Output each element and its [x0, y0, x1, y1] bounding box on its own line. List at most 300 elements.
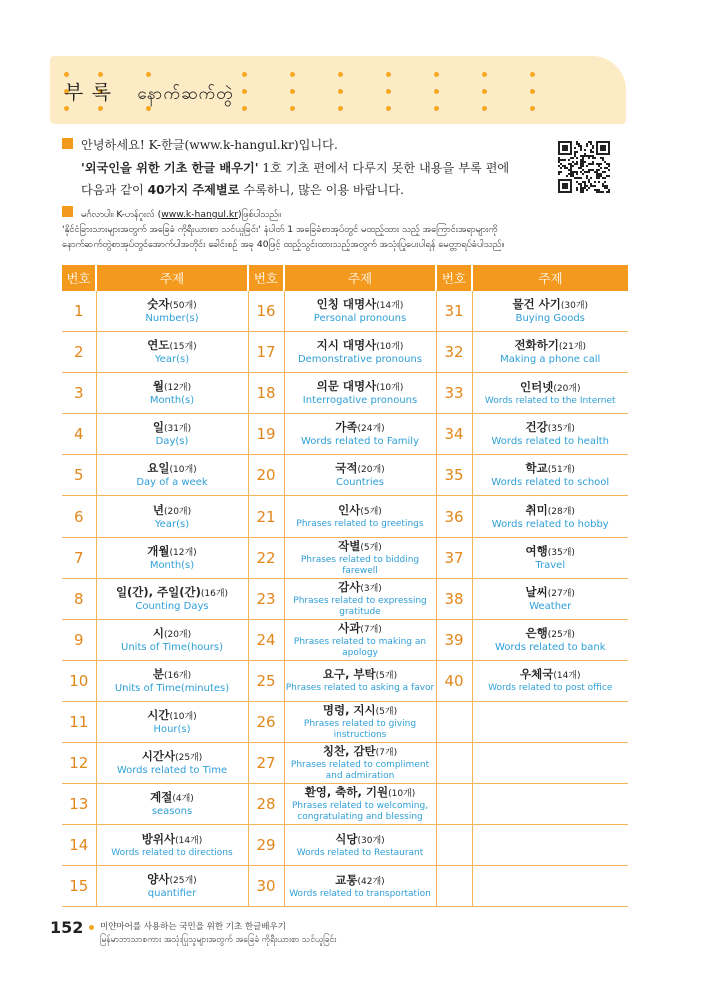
table-row [62, 743, 628, 784]
topic-english: Phrases related to compliment and admiration [290, 760, 430, 782]
topic-count: (16개) [163, 670, 192, 681]
qr-code-icon[interactable] [558, 141, 610, 193]
website-link[interactable]: www.k-hangul.kr [161, 209, 239, 220]
decorative-dot [434, 89, 439, 94]
topic-cell [284, 455, 436, 496]
topic-korean-word: 시 [152, 625, 164, 640]
topic-korean [473, 503, 629, 519]
topic-cell [96, 784, 248, 825]
topic-korean [473, 667, 629, 683]
topic-english: Month(s) [149, 559, 195, 571]
topic-number: 32 [436, 332, 472, 373]
topic-cell [472, 743, 628, 784]
topic-korean [97, 461, 248, 477]
topic-number: 8 [62, 578, 96, 619]
topic-cell [284, 373, 436, 414]
topic-english: Words related to health [491, 436, 609, 448]
topic-number: 22 [248, 537, 284, 578]
topic-cell [284, 537, 436, 578]
topic-cell [96, 373, 248, 414]
topic-cell [96, 578, 248, 619]
topic-korean-word: 환영, 축하, 기원 [304, 785, 389, 800]
topic-count: (28개) [547, 506, 575, 517]
decorative-dot [242, 72, 247, 77]
topic-korean [285, 785, 436, 801]
decorative-dot [386, 106, 391, 111]
topic-korean-word: 숫자 [147, 297, 170, 312]
topic-english: Units of Time(hours) [121, 641, 223, 653]
topic-korean [97, 544, 248, 560]
topic-korean [473, 544, 629, 560]
topic-korean [97, 667, 248, 683]
topic-korean [285, 621, 436, 637]
table-row [62, 619, 628, 660]
topic-english: Phrases related to greetings [296, 519, 424, 530]
topic-cell [96, 619, 248, 660]
topic-number: 30 [248, 866, 284, 907]
topic-english: Words related to school [491, 477, 610, 489]
topic-cell [284, 866, 436, 907]
topic-cell [96, 743, 248, 784]
topic-count: (14개) [376, 301, 404, 312]
topic-number: 11 [62, 701, 96, 742]
topic-korean-word: 지시 대명사 [316, 338, 377, 353]
decorative-dot [434, 72, 439, 77]
topic-korean-word: 칭찬, 감탄 [322, 744, 376, 759]
topic-korean-word: 시간 [147, 707, 170, 722]
topic-number: 27 [248, 743, 284, 784]
topic-number [436, 866, 472, 907]
topic-count: (5개) [360, 507, 382, 518]
topic-korean-word: 계절 [150, 790, 173, 805]
topic-english: Phrases related to expressing gratitude [293, 595, 427, 617]
topic-korean [285, 539, 436, 555]
topic-cell [284, 414, 436, 455]
topic-count: (25개) [547, 629, 575, 640]
topic-korean [285, 667, 436, 683]
topic-number: 3 [62, 373, 96, 414]
topic-count: (42개) [357, 876, 385, 887]
topic-korean-word: 취미 [525, 502, 548, 517]
topic-korean-word: 분 [152, 666, 164, 681]
topic-korean [285, 338, 436, 354]
topic-number: 9 [62, 619, 96, 660]
topic-english: Number(s) [145, 313, 199, 325]
topic-count: (7개) [360, 624, 382, 635]
topic-korean-word: 개월 [147, 543, 170, 558]
topic-cell [284, 660, 436, 701]
topic-english: Words related to bank [495, 641, 606, 653]
topic-english: Year(s) [154, 354, 190, 366]
header-number: 번호 [62, 265, 96, 291]
topic-cell [472, 291, 628, 332]
topic-korean-word: 년 [152, 502, 164, 517]
topic-count: (5개) [360, 542, 382, 553]
topic-korean [285, 580, 436, 596]
topic-english: Words related to hobby [491, 518, 609, 530]
decorative-dot [530, 72, 535, 77]
topic-count: (20개) [163, 506, 192, 517]
topic-number: 36 [436, 496, 472, 537]
topic-korean-word: 요일 [147, 461, 170, 476]
header-topic: 주제 [284, 265, 436, 291]
topic-korean [97, 708, 248, 724]
topic-korean [97, 790, 248, 806]
topic-korean-word: 일 [152, 420, 164, 435]
topic-korean [97, 338, 248, 354]
topic-count: (51개) [547, 465, 575, 476]
topic-count: (25개) [175, 753, 203, 764]
topic-count: (24개) [357, 424, 385, 435]
topic-korean [285, 873, 436, 889]
topic-korean [285, 832, 436, 848]
topic-korean [285, 703, 436, 719]
topic-korean [473, 461, 629, 477]
header-number: 번호 [436, 265, 472, 291]
topic-korean [97, 832, 248, 848]
table-row [62, 866, 628, 907]
topic-count: (27개) [547, 588, 575, 599]
topic-cell [472, 455, 628, 496]
topic-number: 25 [248, 660, 284, 701]
decorative-dot [290, 89, 295, 94]
table-row [62, 784, 628, 825]
topic-count: (30개) [560, 301, 589, 312]
topic-korean [473, 585, 629, 601]
intro-burmese [62, 206, 642, 252]
page-number: 152 [50, 918, 84, 937]
topic-cell [284, 701, 436, 742]
topic-cell [284, 496, 436, 537]
topic-cell [96, 455, 248, 496]
topic-english: Words related to directions [111, 847, 233, 858]
topic-number: 23 [248, 578, 284, 619]
topic-cell [284, 619, 436, 660]
topic-number: 21 [248, 496, 284, 537]
topic-english: Travel [535, 559, 566, 571]
topic-cell [96, 496, 248, 537]
topic-count: (12개) [163, 383, 192, 394]
topic-cell [472, 619, 628, 660]
topic-english: Phrases related to bidding farewell [300, 554, 420, 576]
intro-my-line2: 'နိုင်ငံခြားသားများအတွက် အခြေခံ ကိုရီးယားစာ သင်ယူခြင်း' နံပါတ် 1 အခြေခံစာအုပ်တွင် မထည့်ထား သည့် အကြောင်းအရာများကို [62, 224, 498, 235]
topic-english: Year(s) [154, 518, 190, 530]
topic-korean-word: 날씨 [525, 584, 548, 599]
intro-my-line3: နောက်ဆက်တွဲစာအုပ်တွင်အောက်ပါအတိုင်း ခေါင်းစဉ် အခု 40ဖြင့် ထည့်သွင်းထားသည့်အတွက် အသုံးပြုပေးပါရန် မေတ္တာရပ်ခံပါသည်။ [62, 239, 505, 250]
topic-number [436, 701, 472, 742]
topic-number: 39 [436, 619, 472, 660]
topic-korean [473, 420, 629, 436]
table-row [62, 825, 628, 866]
topic-count: (5개) [375, 706, 398, 717]
topic-english: Phrases related to giving instructions [303, 718, 417, 740]
topic-korean [473, 338, 629, 354]
table-row [62, 332, 628, 373]
topic-english: Phrases related to making an apology [293, 636, 427, 658]
topic-korean [97, 626, 248, 642]
topic-korean-word: 작별 [338, 538, 361, 553]
table-row [62, 414, 628, 455]
topic-count: (3개) [360, 583, 382, 594]
topic-korean-word: 가족 [335, 420, 358, 435]
table-row [62, 701, 628, 742]
topic-number: 15 [62, 866, 96, 907]
topic-count: (14개) [175, 835, 203, 846]
header-topic: 주제 [96, 265, 248, 291]
topic-korean-word: 인사 [338, 503, 361, 518]
decorative-dot [530, 106, 535, 111]
topic-count: (16개) [200, 588, 229, 599]
topic-count: (10개) [169, 711, 197, 722]
topic-korean [285, 420, 436, 436]
decorative-dot [482, 106, 487, 111]
topic-count: (15개) [169, 342, 197, 353]
topic-english: Phrases related to welcoming, congratulating and blessing [291, 801, 429, 823]
topic-korean [97, 420, 248, 436]
topic-cell [96, 701, 248, 742]
topic-korean [285, 379, 436, 395]
topic-korean-word: 학교 [525, 461, 548, 476]
topic-cell [472, 414, 628, 455]
topic-korean-word: 월 [152, 379, 164, 394]
topic-korean-word: 의문 대명사 [316, 379, 377, 394]
topic-cell [96, 537, 248, 578]
topic-cell [472, 825, 628, 866]
decorative-dot [386, 89, 391, 94]
topic-cell [472, 332, 628, 373]
topic-korean-word: 감사 [338, 579, 361, 594]
topic-cell [284, 743, 436, 784]
topic-number: 29 [248, 825, 284, 866]
topic-number: 10 [62, 660, 96, 701]
intro-korean [62, 134, 542, 202]
table-row [62, 537, 628, 578]
topic-korean [97, 872, 248, 888]
topic-korean [285, 744, 436, 760]
decorative-dot [290, 72, 295, 77]
topic-korean-word: 연도 [147, 338, 170, 353]
table-row [62, 660, 628, 701]
topic-english: quantifier [147, 888, 197, 900]
topic-count: (50개) [169, 301, 197, 312]
topic-number: 14 [62, 825, 96, 866]
topic-number: 19 [248, 414, 284, 455]
topic-korean [285, 503, 436, 519]
topic-number: 1 [62, 291, 96, 332]
topic-cell [96, 866, 248, 907]
topic-number: 31 [436, 291, 472, 332]
topic-korean-word: 우체국 [520, 667, 554, 682]
topic-cell [284, 784, 436, 825]
topic-english: Words related to Family [300, 436, 420, 448]
topic-count: (35개) [547, 424, 575, 435]
topic-number: 24 [248, 619, 284, 660]
topic-english: Hour(s) [153, 723, 191, 735]
topic-english: Day of a week [136, 477, 208, 489]
intro-my-line1: မင်္ဂလာပါ။ K-ဟန်ဂူးလ် (www.k-hangul.kr)ဖြစ်ပါသည်။ [62, 206, 642, 222]
topic-count: (5개) [375, 671, 398, 682]
topic-number: 38 [436, 578, 472, 619]
decorative-dot [338, 89, 343, 94]
topic-korean-word: 교통 [335, 872, 358, 887]
topic-korean-word: 국적 [335, 461, 358, 476]
topic-korean [473, 297, 629, 313]
topic-number: 35 [436, 455, 472, 496]
footer-korean: 미얀마어를 사용하는 국민을 위한 기초 한글배우기 [100, 922, 286, 932]
decorative-dot [338, 72, 343, 77]
header-title [64, 76, 234, 108]
topic-korean-word: 은행 [525, 625, 548, 640]
header-title-burmese: နောက်ဆက်တွဲ [137, 84, 234, 104]
table-row [62, 373, 628, 414]
topic-korean-word: 양사 [147, 872, 170, 887]
topic-english: Phrases related to asking a favor [285, 683, 435, 694]
topic-korean-word: 전화하기 [514, 338, 559, 353]
topic-number: 28 [248, 784, 284, 825]
topic-english: Words related to transportation [289, 888, 431, 899]
topic-cell [472, 784, 628, 825]
topic-cell [472, 701, 628, 742]
topic-cell [472, 578, 628, 619]
topic-number: 18 [248, 373, 284, 414]
topic-korean [285, 461, 436, 477]
table-row [62, 496, 628, 537]
topic-cell [472, 373, 628, 414]
topic-korean-word: 인터넷 [520, 379, 554, 394]
footer-burmese: မြန်မာဘာသာစကား အသုံးပြုသူများအတွက် အခြေခံ ကိုရီးယားစာ သင်ယူခြင်း [100, 935, 337, 945]
topic-cell [284, 291, 436, 332]
topic-korean-word: 인칭 대명사 [316, 297, 377, 312]
orange-square-bullet [62, 138, 73, 149]
intro-ko-line3: 다음과 같이 40가지 주제별로 수록하니, 많은 이용 바랍니다. [81, 183, 404, 197]
topic-cell [472, 496, 628, 537]
header-topic: 주제 [472, 265, 628, 291]
topic-number: 4 [62, 414, 96, 455]
topic-english: Demonstrative pronouns [297, 354, 423, 366]
header-title-korean: 부 록 [64, 80, 112, 104]
topic-english: Making a phone call [500, 354, 601, 366]
topic-number: 34 [436, 414, 472, 455]
topic-cell [96, 825, 248, 866]
topic-korean-word: 여행 [525, 543, 548, 558]
topic-number: 2 [62, 332, 96, 373]
topic-number [436, 743, 472, 784]
topic-korean-word: 시간사 [141, 749, 176, 764]
topic-count: (10개) [376, 383, 404, 394]
topic-korean [97, 503, 248, 519]
topic-english: Words related to post office [488, 683, 613, 694]
topic-english: Month(s) [149, 395, 195, 407]
topic-number [436, 784, 472, 825]
decorative-dot [482, 72, 487, 77]
topic-count: (25개) [169, 876, 197, 887]
topic-count: (4개) [172, 794, 194, 805]
decorative-dot [434, 106, 439, 111]
topic-korean [97, 585, 248, 601]
topic-number: 40 [436, 660, 472, 701]
header-number: 번호 [248, 265, 284, 291]
topic-cell [96, 332, 248, 373]
table-row [62, 578, 628, 619]
topic-korean-word: 식당 [335, 831, 358, 846]
topic-count: (20개) [163, 629, 192, 640]
topic-count: (20개) [357, 465, 385, 476]
topic-korean [97, 379, 248, 395]
topic-korean-word: 명령, 지시 [322, 702, 376, 717]
topic-english: Counting Days [135, 600, 209, 612]
topic-cell [284, 825, 436, 866]
topic-cell [472, 866, 628, 907]
topic-number [436, 825, 472, 866]
topic-english: Units of Time(minutes) [114, 682, 230, 694]
topic-count: (12개) [169, 547, 197, 558]
topic-count: (31개) [163, 424, 192, 435]
topic-count: (20개) [553, 383, 581, 394]
topic-cell [96, 414, 248, 455]
topic-english: Words related to Restaurant [296, 847, 424, 858]
table-row [62, 291, 628, 332]
intro-ko-line1: 안녕하세요! K-한글(www.k-hangul.kr)입니다. [62, 134, 542, 157]
decorative-dot [290, 106, 295, 111]
topic-english: Countries [336, 477, 384, 489]
topic-number: 13 [62, 784, 96, 825]
topic-english: seasons [151, 806, 193, 818]
topic-english: Weather [529, 600, 572, 612]
decorative-dot [386, 72, 391, 77]
topic-count: (10개) [169, 465, 197, 476]
topic-number: 26 [248, 701, 284, 742]
topic-korean-word: 일(간), 주일(간) [115, 584, 201, 599]
topic-number: 33 [436, 373, 472, 414]
topic-korean-word: 사과 [338, 620, 361, 635]
topic-cell [284, 578, 436, 619]
decorative-dot [338, 106, 343, 111]
topic-count: (30개) [357, 835, 385, 846]
decorative-dot [242, 89, 247, 94]
decorative-dot [242, 106, 247, 111]
topic-korean [473, 380, 629, 396]
topic-korean [285, 297, 436, 313]
topic-count: (14개) [553, 671, 581, 682]
topic-korean-word: 방위사 [141, 831, 176, 846]
topic-count: (21개) [558, 342, 587, 353]
decorative-dot [482, 89, 487, 94]
topic-english: Words related to the Internet [484, 395, 616, 406]
orange-square-bullet [62, 206, 73, 217]
topic-number: 7 [62, 537, 96, 578]
topic-english: Words related to Time [116, 765, 228, 777]
topic-korean [97, 749, 248, 765]
topic-english: Day(s) [155, 436, 189, 448]
topic-count: (10개) [376, 342, 404, 353]
topics-table [62, 265, 628, 907]
topic-cell [96, 291, 248, 332]
topic-korean [473, 626, 629, 642]
topic-english: Buying Goods [515, 313, 585, 325]
topic-korean-word: 물건 사기 [512, 297, 561, 312]
footer-dot [89, 925, 94, 930]
topic-number: 37 [436, 537, 472, 578]
topic-cell [284, 332, 436, 373]
topic-english: Interrogative pronouns [302, 395, 418, 407]
topic-count: (10개) [388, 789, 416, 800]
topic-count: (7개) [375, 748, 398, 759]
topic-count: (35개) [547, 547, 575, 558]
appendix-header [50, 56, 626, 124]
topic-korean-word: 건강 [525, 420, 548, 435]
topic-number: 17 [248, 332, 284, 373]
topic-number: 20 [248, 455, 284, 496]
